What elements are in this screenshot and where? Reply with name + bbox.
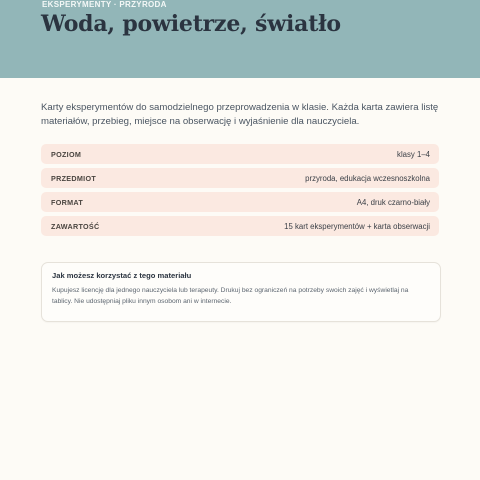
detail-label: PRZEDMIOT bbox=[51, 173, 97, 183]
detail-row-subject bbox=[41, 168, 439, 188]
license-card bbox=[41, 262, 441, 322]
detail-label: ZAWARTOŚĆ bbox=[51, 221, 100, 231]
detail-label: POZIOM bbox=[51, 149, 82, 159]
detail-value: 15 kart eksperymentów + karta obserwacji bbox=[284, 221, 430, 231]
category-eyebrow: EKSPERYMENTY · PRZYRODA bbox=[42, 0, 167, 9]
detail-value: A4, druk czarno-biały bbox=[356, 197, 430, 207]
details-list bbox=[41, 144, 439, 240]
detail-label: FORMAT bbox=[51, 197, 84, 207]
detail-value: przyroda, edukacja wczesnoszkolna bbox=[305, 173, 430, 183]
license-text: Kupujesz licencję dla jednego nauczyciela lub terapeuty. Drukuj bez ograniczeń na potrzeby swoich zajęć i wyświetlaj na tablicy. Nie udostępniaj pliku innym osobom ani w internecie. bbox=[52, 287, 409, 305]
detail-row-contents bbox=[41, 216, 439, 236]
page-title: Woda, powietrze, światło bbox=[41, 11, 341, 37]
detail-value: klasy 1–4 bbox=[397, 149, 430, 159]
license-title: Jak możesz korzystać z tego materiału bbox=[52, 271, 192, 280]
header-banner bbox=[0, 0, 480, 78]
detail-row-level bbox=[41, 144, 439, 164]
intro-text: Karty eksperymentów do samodzielnego przeprowadzenia w klasie. Każda karta zawiera listę materiałów, przebieg, miejsce na obserwację i wyjaśnienie dla nauczyciela. bbox=[41, 102, 439, 127]
detail-row-format bbox=[41, 192, 439, 212]
